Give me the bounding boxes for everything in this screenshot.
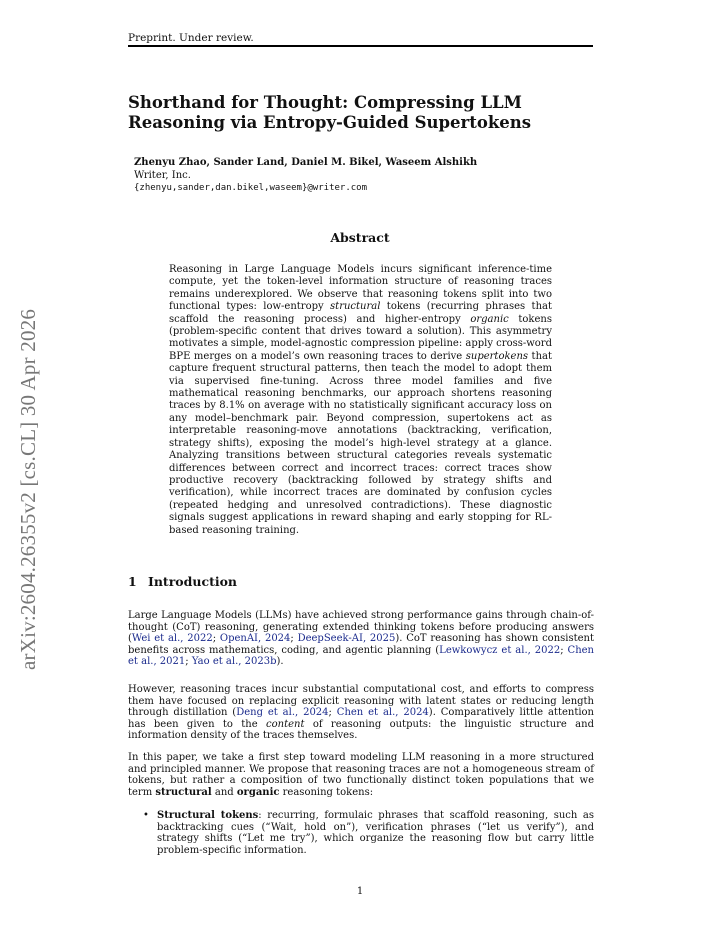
citation-link[interactable]: Wei et al., 2022 (131, 633, 213, 645)
paragraph-3: In this paper, we take a first step toward modeling LLM reasoning in a more structured and principled manner. We propose that reasoning traces are not a homogeneous stream of tokens, but rather a composition of two functionally distinct token populations that we term structural and organic reasoning tokens: (128, 752, 594, 798)
section-heading (128, 574, 237, 589)
running-header: Preprint. Under review. (128, 32, 254, 44)
section-number: 1 (128, 574, 137, 589)
author-emails: {zhenyu,sander,dan.bikel,waseem}@writer.com (134, 183, 367, 193)
paragraph-1: Large Language Models (LLMs) have achieved strong performance gains through chain-of-thought (CoT) reasoning, generating extended thinking tokens before producing answers (Wei et al., 2022; OpenAI, 2024; DeepSeek-AI, 2025). CoT reasoning has shown consistent benefits across mathematics, coding, and agentic planning (Lewkowycz et al., 2022; Chen et al., 2021; Yao et al., 2023b). (128, 610, 594, 668)
paper-title: Shorthand for Thought: Compressing LLM Reasoning via Entropy-Guided Supertokens (128, 93, 532, 132)
citation-link[interactable]: Chen et al., 2021 (128, 644, 594, 668)
affiliation: Writer, Inc. (134, 170, 191, 181)
citation-link[interactable]: Lewkowycz et al., 2022 (439, 644, 561, 656)
page-number: 1 (356, 886, 364, 897)
citation-link[interactable]: DeepSeek-AI, 2025 (297, 633, 396, 645)
section-title: Introduction (148, 574, 238, 589)
author-list: Zhenyu Zhao, Sander Land, Daniel M. Bikel, Waseem Alshikh (134, 157, 478, 168)
header-rule (128, 45, 593, 47)
arxiv-side-stamp: arXiv:2604.26355v2 [cs.CL] 30 Apr 2026 (16, 308, 40, 670)
abstract-body: Reasoning in Large Language Models incurs significant inference-time compute, yet the token-level information structure of reasoning traces remains underexplored. We observe that reasoning tokens split into two functional types: low-entropy structural tokens (recurring phrases that scaffold the reasoning process) and higher-entropy organic tokens (problem-specific content that drives toward a solution). This asymmetry motivates a simple, model-agnostic compression pipeline: apply cross-word BPE merges on a model’s own reasoning traces to derive supertokens that capture frequent structural patterns, then teach the model to adopt them via supervised fine-tuning. Across three model families and five mathematical reasoning benchmarks, our approach shortens reasoning traces by 8.1% on average with no statistically significant accuracy loss on any model–benchmark pair. Beyond compression, supertokens act as interpretable reasoning-move annotations (backtracking, verification, strategy shifts), exposing the model’s high-level strategy at a glance. Analyzing transitions between structural categories reveals systematic differences between correct and incorrect traces: correct traces show productive recovery (backtracking followed by strategy shifts and verification), while incorrect traces are dominated by confusion cycles (repeated hedging and unresolved contradictions). These diagnostic signals suggest applications in reward shaping and early stopping for RL-based reasoning training. (169, 264, 552, 536)
bullet-structural-tokens: • Structural tokens: recurring, formulaic phrases that scaffold reasoning, such as backtracking cues (“Wait, hold on”), verification phrases (“let us verify”), and strategy shifts (“Let me try”), which organize the reasoning flow but carry little problem-specific information. (143, 810, 594, 856)
citation-link[interactable]: Yao et al., 2023b (191, 656, 277, 668)
citation-link[interactable]: Deng et al., 2024 (236, 707, 329, 719)
citation-link[interactable]: Chen et al., 2024 (336, 707, 429, 719)
abstract-heading: Abstract (330, 230, 390, 245)
bullet-dot: • (143, 810, 149, 821)
paragraph-2: However, reasoning traces incur substantial computational cost, and efforts to compress them have focused on replacing explicit reasoning with latent states or reducing length through distillation (Deng et al., 2024; Chen et al., 2024). Comparatively little attention has been given to the content of reasoning outputs: the linguistic structure and information density of the traces themselves. (128, 684, 594, 742)
citation-link[interactable]: OpenAI, 2024 (219, 633, 291, 645)
